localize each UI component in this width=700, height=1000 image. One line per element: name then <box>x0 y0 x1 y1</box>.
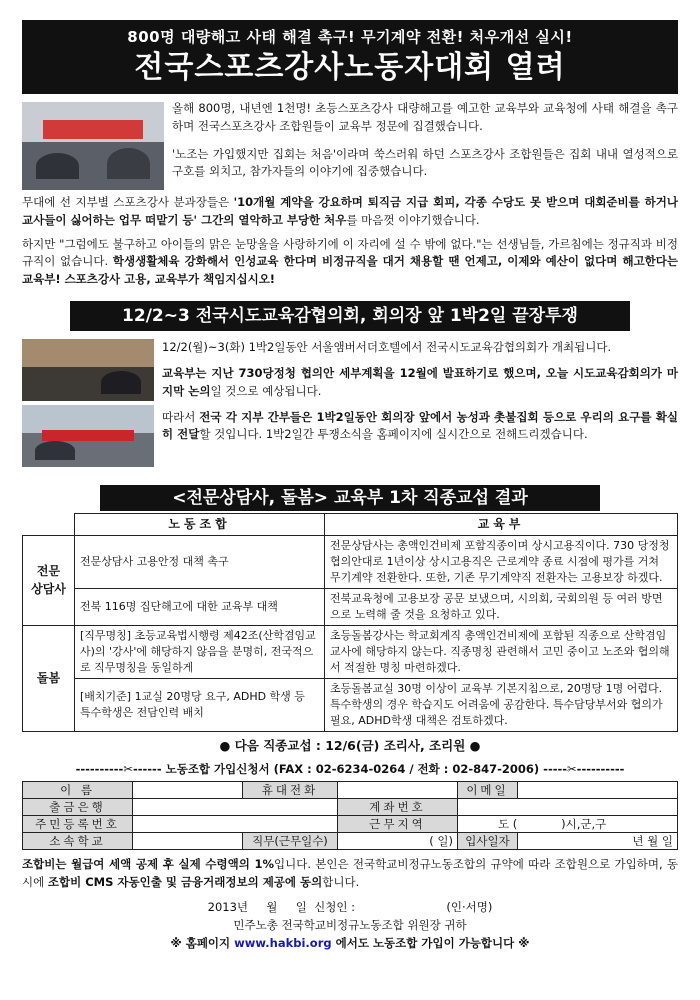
work-region-field[interactable]: 도 ( )시,군,구 <box>458 815 678 832</box>
membership-notice: 조합비는 월급여 세액 공제 후 실제 수령액의 1%입니다. 본인은 전국학교비정규노동조합의 규약에 따라 조합원으로 가입하며, 동시에 조합비 CMS 자동인출 및 금융거래정보의 제공에 동의합니다. <box>22 856 679 889</box>
banner-subtitle: 800명 대량해고 사태 해결 촉구! 무기계약 전환! 처우개선 실시! <box>127 28 573 46</box>
union-demand-3: [직무명칭] 초등교육법시행령 제42조(산학겸임교사)의 '강사'에 해당하지 않음을 분명히, 전국적으로 직무명칭을 동일하게 <box>75 626 325 679</box>
ministry-reply-3: 초등돌봄강사는 학교회계직 총액인건비제에 포함된 직종으로 산학겸임교사에 해당하지 않는다. 직종명칭 관련해서 고민 중이고 노조와 협의해서 적절한 명칭 마련하겠다. <box>325 626 678 679</box>
results-section-title: <전문상담사, 돌봄> 교육부 1차 직종교섭 결과 <box>100 485 600 511</box>
protest-section-title: 12/2~3 전국시도교육감협의회, 회의장 앞 1박2일 끝장투쟁 <box>70 301 630 331</box>
ministry-reply-2: 전북교육청에 고용보장 공문 보냈으며, 시의회, 국회의원 등 여러 방면으로 노력해 줄 것을 요청하고 있다. <box>325 589 678 626</box>
protest-paragraph-2: 교육부는 지난 730당정청 협의안 세부계획을 12월에 발표하기로 했으며, 오늘 시도교육감회의가 마지막 논의일 것으로 예상됩니다. <box>162 365 678 398</box>
table-row <box>23 626 678 679</box>
rally-paragraph-3: 무대에 선 지부별 스포츠강사 분과장들은 '10개월 계약을 강요하며 퇴직금 지급 회피, 각종 수당도 못 받으며 대회준비를 하거나 교사들이 싫어하는 업무 떠맡기 등' 그간의 열악하고 부당한 처우를 마음껏 이야기했습니다. <box>22 195 678 227</box>
union-demand-4: [배치기준] 1교실 20명당 요구, ADHD 학생 등 특수학생은 전담인력 배치 <box>75 678 325 731</box>
next-negotiation: ● 다음 직종교섭 : 12/6(금) 조리사, 조리원 ● <box>219 737 481 753</box>
ministry-reply-1: 전문상담사는 총액인건비제 포함직종이며 상시고용직이다. 730 당정청 협의안대로 1년이상 상시고용직은 근로계약 종료 시점에 평가를 거쳐 무기계약 전환한다. 또한, 기존 무기계약직 전환자는 고용보장 하겠다. <box>325 536 678 589</box>
label-join-date: 입사일자 <box>458 832 518 849</box>
addressee: 민주노총 전국학교비정규노동조합 위원장 귀하 <box>233 917 467 932</box>
table-row <box>23 678 678 731</box>
membership-form <box>22 781 678 850</box>
headline-banner <box>22 20 678 94</box>
article-protest <box>22 339 678 467</box>
category-counselor: 전문 상담사 <box>23 536 75 626</box>
signature-date-line: 2013년 월 일 신청인 : (인·서명) <box>207 899 493 914</box>
banner-title: 전국스포츠강사노동자대회 열려 <box>134 50 566 85</box>
job-field[interactable]: ( 일) <box>338 832 458 849</box>
label-bank: 출금은행 <box>23 798 133 815</box>
mobile-field[interactable] <box>338 781 458 798</box>
form-footer <box>22 898 678 953</box>
category-care: 돌봄 <box>23 626 75 732</box>
table-header-row <box>23 514 678 536</box>
homepage-link[interactable]: www.hakbi.org <box>234 936 332 951</box>
header-blank <box>23 514 75 536</box>
label-job: 직무(근무일수) <box>243 832 338 849</box>
header-union: 노동조합 <box>75 514 325 536</box>
negotiation-results-table <box>22 513 678 732</box>
protest-paragraph-3: 따라서 전국 각 지부 간부들은 1박2일동안 회의장 앞에서 농성과 촛불집회 등으로 우리의 요구를 확실히 전달할 것입니다. 1박2일간 투쟁소식을 홈페이지에 실시간으로 전해드리겠습니다. <box>162 409 679 442</box>
rally-paragraph-1: 올해 800명, 내년엔 1천명! 초등스포츠강사 대량해고를 예고한 교육부와 교육청에 사태 해결을 촉구하며 전국스포츠강사 조합원들이 교육부 정문에 집결했습니다. <box>172 101 678 133</box>
label-work-region: 근무지역 <box>338 815 458 832</box>
rally-paragraph-2: '노조는 가입했지만 집회는 처음'이라며 쑥스러워 하던 스포츠강사 조합원들은 집회 내내 열성적으로 구호를 외치고, 참가자들의 이야기에 집중했습니다. <box>172 146 678 179</box>
label-name: 이 름 <box>23 781 133 798</box>
street-protest-photo <box>22 405 154 467</box>
rally-paragraph-4: 하지만 "그럼에도 불구하고 아이들의 맑은 눈망울을 사랑하기에 이 자리에 설 수 밖에 없다."는 선생님들, 가르침에는 정규직과 비정규직이 없습니다. 학생생활체육 강화해서 인성교육 한다며 비정규직을 대거 채용할 땐 언제고, 이제와 예산이 없다며 해고한다는 교육부! 스포츠강사 고용, 교육부가 책임지십시오! <box>22 236 679 287</box>
union-demand-1: 전문상담사 고용안정 대책 촉구 <box>75 536 325 589</box>
table-row <box>23 589 678 626</box>
homepage-notice: ※ 홈페이지 www.hakbi.org 에서도 노동조합 가입이 가능합니다 ※ <box>170 936 530 951</box>
label-mobile: 휴대전화 <box>243 781 338 798</box>
label-account: 계좌번호 <box>338 798 458 815</box>
join-date-field[interactable]: 년 월 일 <box>518 832 678 849</box>
account-field[interactable] <box>458 798 678 815</box>
resident-no-field[interactable] <box>133 815 338 832</box>
protest-paragraph-1: 12/2(월)~3(화) 1박2일동안 서울앰버서더호텔에서 전국시도교육감협의회가 개최됩니다. <box>162 340 612 355</box>
header-ministry: 교육부 <box>325 514 678 536</box>
label-resident-no: 주민등록번호 <box>23 815 133 832</box>
email-field[interactable] <box>518 781 678 798</box>
label-email: 이메일 <box>458 781 518 798</box>
article-rally <box>22 100 678 289</box>
meeting-photo <box>22 339 154 401</box>
form-cutline: ----------✂------ 노동조합 가입신청서 (FAX : 02-6234-0264 / 전화 : 02-847-2006) -----✂---------- <box>75 762 625 777</box>
bank-field[interactable] <box>133 798 338 815</box>
label-school: 소속학교 <box>23 832 133 849</box>
union-demand-2: 전북 116명 집단해고에 대한 교육부 대책 <box>75 589 325 626</box>
school-field[interactable] <box>133 832 243 849</box>
name-field[interactable] <box>133 781 243 798</box>
ministry-reply-4: 초등돌봄교실 30명 이상이 교육부 기본지침으로, 20명당 1명 어렵다. 특수학생의 경우 학습지도 어려움에 공감한다. 특수담당부서와 협의가 필요, ADHD학생 대책은 검토하겠다. <box>325 678 678 731</box>
rally-photo <box>22 102 164 190</box>
table-row <box>23 536 678 589</box>
